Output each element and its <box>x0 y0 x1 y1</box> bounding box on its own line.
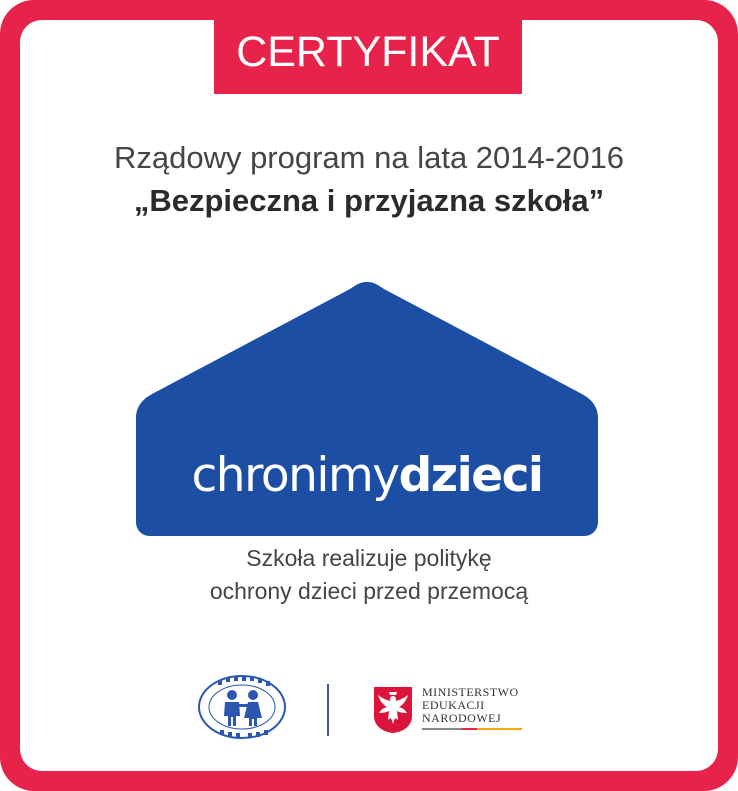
program-line: Rządowy program na lata 2014-2016 <box>113 140 625 175</box>
certificate-title-tab: CERTYFIKAT <box>214 0 522 94</box>
ministry-line-1: MINISTERSTWO <box>422 685 519 699</box>
chronimy-dzieci-logo <box>136 446 598 506</box>
footer-divider <box>327 684 329 736</box>
ministry-line-3: NARODOWEJ <box>422 711 502 725</box>
foundation-logo-icon <box>196 674 288 740</box>
footer-logos <box>196 670 556 750</box>
ministry-underline <box>422 728 522 730</box>
caption-line-2: ochrony dzieci przed przemocą <box>209 578 529 604</box>
caption-line-1: Szkoła realizuje politykę <box>246 545 492 571</box>
logo-word-chronimy: chronimy <box>191 448 399 503</box>
eagle-emblem-icon <box>373 686 413 734</box>
ministry-name <box>422 686 519 725</box>
program-name: „Bezpieczna i przyjazna szkoła” <box>133 183 605 218</box>
ministry-line-2: EDUKACJI <box>422 698 485 712</box>
logo-word-dzieci: dzieci <box>398 448 543 503</box>
